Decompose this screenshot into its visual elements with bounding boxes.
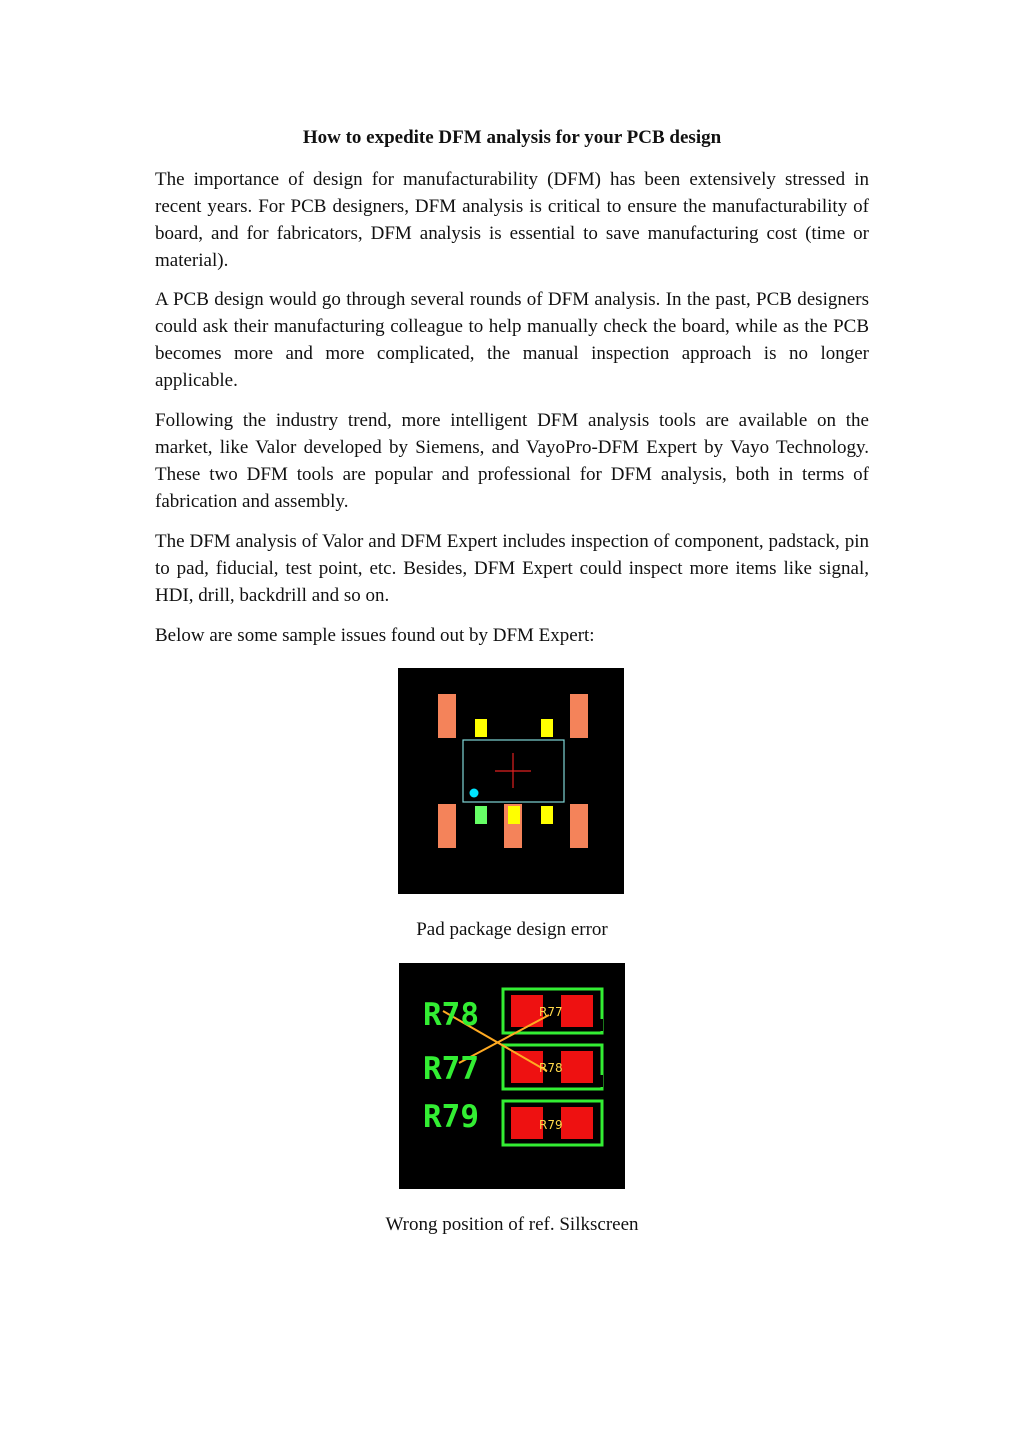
yellow-pad — [508, 806, 520, 824]
orange-pad — [570, 694, 588, 738]
pad-ref-label: R78 — [539, 1061, 563, 1075]
green-pad — [475, 806, 487, 824]
figure-2-caption: Wrong position of ref. Silkscreen — [385, 1214, 639, 1235]
silkscreen-label: R77 — [423, 1051, 479, 1087]
paragraph-1: The importance of design for manufacturability (DFM) has been extensively stressed in recent years. For PCB designers, DFM analysis is critical to ensure the manufacturability of board, and for fabricators, DFM analysis is essential to save manufacturing cost (time or material). — [155, 169, 869, 271]
paragraph-2: A PCB design would go through several rounds of DFM analysis. In the past, PCB designers could ask their manufacturing colleague to help manually check the board, while as the PCB becomes more and more complicated, the manual inspection approach is no longer applicable. — [155, 289, 869, 391]
figure-1-caption: Pad package design error — [416, 919, 608, 940]
yellow-pad — [475, 719, 487, 737]
red-pad — [561, 1107, 593, 1139]
paragraph-5: Below are some sample issues found out by DFM Expert: — [155, 625, 595, 646]
outline-gap — [593, 1019, 603, 1031]
silkscreen-label: R79 — [423, 1099, 479, 1135]
pad-package-drawing — [398, 668, 624, 894]
pad-ref-label: R77 — [539, 1005, 563, 1019]
silkscreen-label: R78 — [423, 997, 479, 1033]
orange-pad — [438, 804, 456, 848]
yellow-pad — [541, 806, 553, 824]
paragraph-4: The DFM analysis of Valor and DFM Expert includes inspection of component, padstack, pin to pad, fiducial, test point, etc. Besides, DFM Expert could inspect more items like signal, HDI, drill, backdrill and so on. — [155, 531, 869, 606]
fiducial-dot — [470, 789, 479, 798]
red-pad — [561, 995, 593, 1027]
red-pad — [561, 1051, 593, 1083]
orange-pad — [570, 804, 588, 848]
outline-gap — [593, 1075, 603, 1087]
paragraph-3: Following the industry trend, more intelligent DFM analysis tools are available on the market, like Valor developed by Siemens, and VayoPro-DFM Expert by Vayo Technology. These two DFM tools are popular and professional for DFM analysis, both in terms of fabrication and assembly. — [155, 410, 869, 512]
yellow-pad — [541, 719, 553, 737]
pad-package-figure — [398, 668, 624, 894]
orange-pad — [438, 694, 456, 738]
pad-ref-label: R79 — [539, 1118, 563, 1132]
silkscreen-figure — [399, 963, 625, 1189]
silkscreen-drawing — [399, 963, 625, 1189]
page-title: How to expedite DFM analysis for your PCB design — [302, 127, 722, 148]
